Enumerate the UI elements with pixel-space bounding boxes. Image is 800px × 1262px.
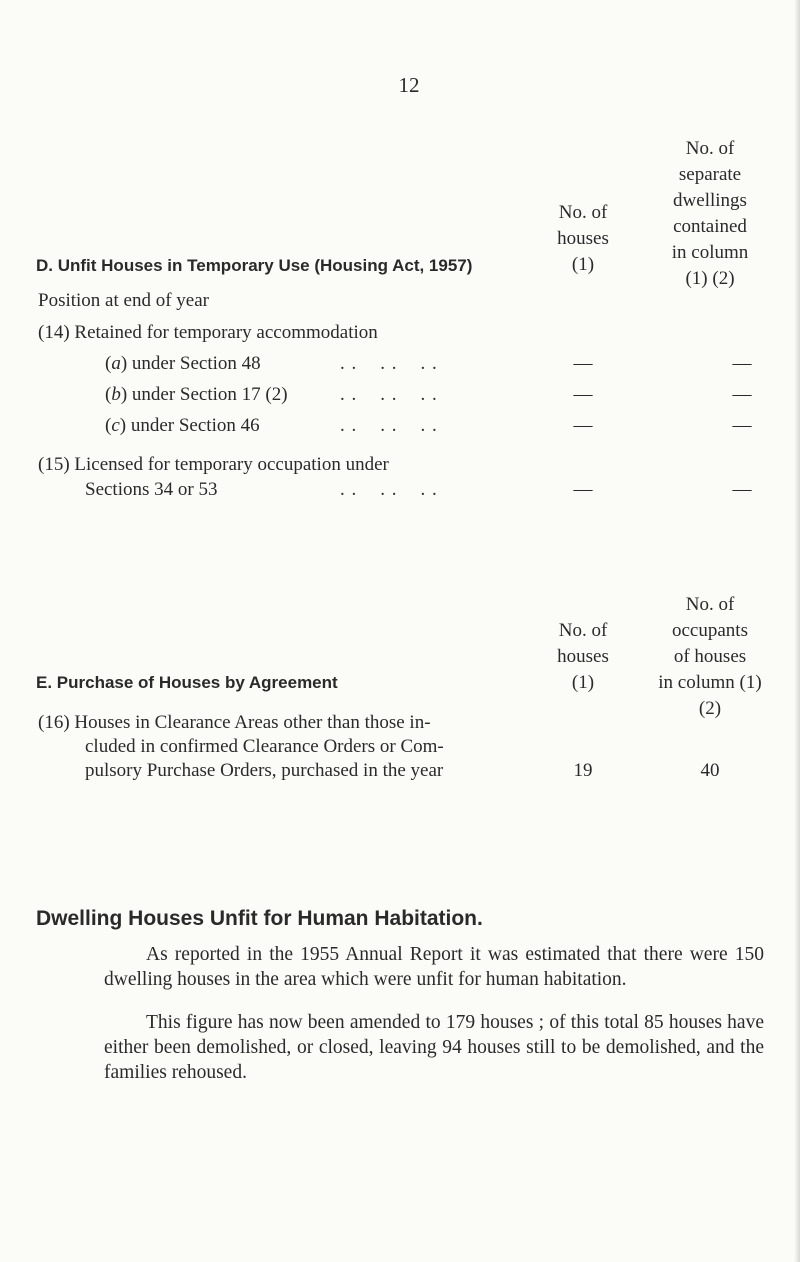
- header-line: dwellings: [673, 190, 747, 211]
- header-line: separate: [678, 164, 742, 185]
- section-e-heading: E. Purchase of Houses by Agreement: [36, 673, 338, 692]
- item-15-dots: . . . . . .: [340, 479, 438, 500]
- section-e-col2-header: [640, 592, 780, 722]
- item-16-line-3: pulsory Purchase Orders, purchased in the year: [85, 760, 444, 781]
- header-line: No. of: [558, 620, 608, 641]
- letter: b: [111, 384, 121, 405]
- paren: (: [105, 384, 112, 405]
- header-line: (2): [698, 698, 722, 719]
- item-16-value-2: 40: [700, 760, 720, 781]
- item-15-line-1: (15) Licensed for temporary occupation under: [38, 454, 389, 475]
- paren: (: [105, 415, 112, 436]
- item-15-value-1: —: [573, 479, 593, 500]
- row-a-dots: . . . . . .: [340, 353, 438, 374]
- header-line: of houses: [673, 646, 747, 667]
- letter: a: [111, 353, 121, 374]
- header-line: contained: [673, 216, 747, 237]
- page-number: 12: [398, 73, 420, 97]
- row-b-label: [105, 382, 288, 408]
- item-14-label: (14) Retained for temporary accommodation: [38, 322, 378, 343]
- label-text: ) under Section 48: [120, 353, 261, 374]
- label-text: ) under Section 17 (2): [120, 384, 288, 405]
- header-line: houses: [557, 228, 609, 249]
- row-b-value-2: —: [732, 384, 752, 405]
- header-line: (1): [571, 254, 595, 275]
- header-line: (1) (2): [685, 268, 735, 289]
- header-line: (1): [571, 672, 595, 693]
- dwelling-paragraph-1: [104, 942, 764, 992]
- row-b-value-1: —: [573, 384, 593, 405]
- paren: (: [105, 353, 112, 374]
- row-a-value-1: —: [573, 353, 593, 374]
- section-d-heading: D. Unfit Houses in Temporary Use (Housing Act, 1957): [36, 256, 473, 275]
- row-c-value-2: —: [732, 415, 752, 436]
- header-line: No. of: [685, 138, 735, 159]
- header-line: No. of: [558, 202, 608, 223]
- header-line: in column: [671, 242, 749, 263]
- paragraph-text: As reported in the 1955 Annual Report it was estimated that there were 150 dwelling houses in the area which were unfit for human habitation.: [104, 944, 764, 990]
- header-line: in column (1): [658, 672, 762, 693]
- header-line: No. of: [685, 594, 735, 615]
- paragraph-text: This figure has now been amended to 179 houses ; of this total 85 houses have either been demolished, or closed, leaving 94 houses still to be demolished, and the families rehoused.: [104, 1012, 764, 1083]
- row-c-dots: . . . . . .: [340, 415, 438, 436]
- dwelling-heading: Dwelling Houses Unfit for Human Habitation.: [36, 907, 483, 930]
- dwelling-paragraph-2: [104, 1010, 764, 1085]
- letter: c: [111, 415, 120, 436]
- section-e-col1-header: [528, 618, 638, 696]
- header-line: houses: [557, 646, 609, 667]
- item-15-line-2: Sections 34 or 53: [85, 479, 218, 500]
- item-16-line-2: cluded in confirmed Clearance Orders or Com-: [85, 736, 444, 757]
- section-d-col1-header: [528, 200, 638, 278]
- row-c-value-1: —: [573, 415, 593, 436]
- page-edge-shadow: [794, 0, 800, 1262]
- section-d-col2-header: [640, 136, 780, 292]
- row-b-dots: . . . . . .: [340, 384, 438, 405]
- item-16-line-1: (16) Houses in Clearance Areas other than those in-: [38, 712, 431, 733]
- row-c-label: [105, 413, 260, 439]
- item-15-value-2: —: [732, 479, 752, 500]
- row-a-label: [105, 351, 261, 377]
- row-a-value-2: —: [732, 353, 752, 374]
- label-text: ) under Section 46: [119, 415, 260, 436]
- position-label: Position at end of year: [38, 290, 209, 311]
- item-16-value-1: 19: [573, 760, 593, 781]
- header-line: occupants: [672, 620, 748, 641]
